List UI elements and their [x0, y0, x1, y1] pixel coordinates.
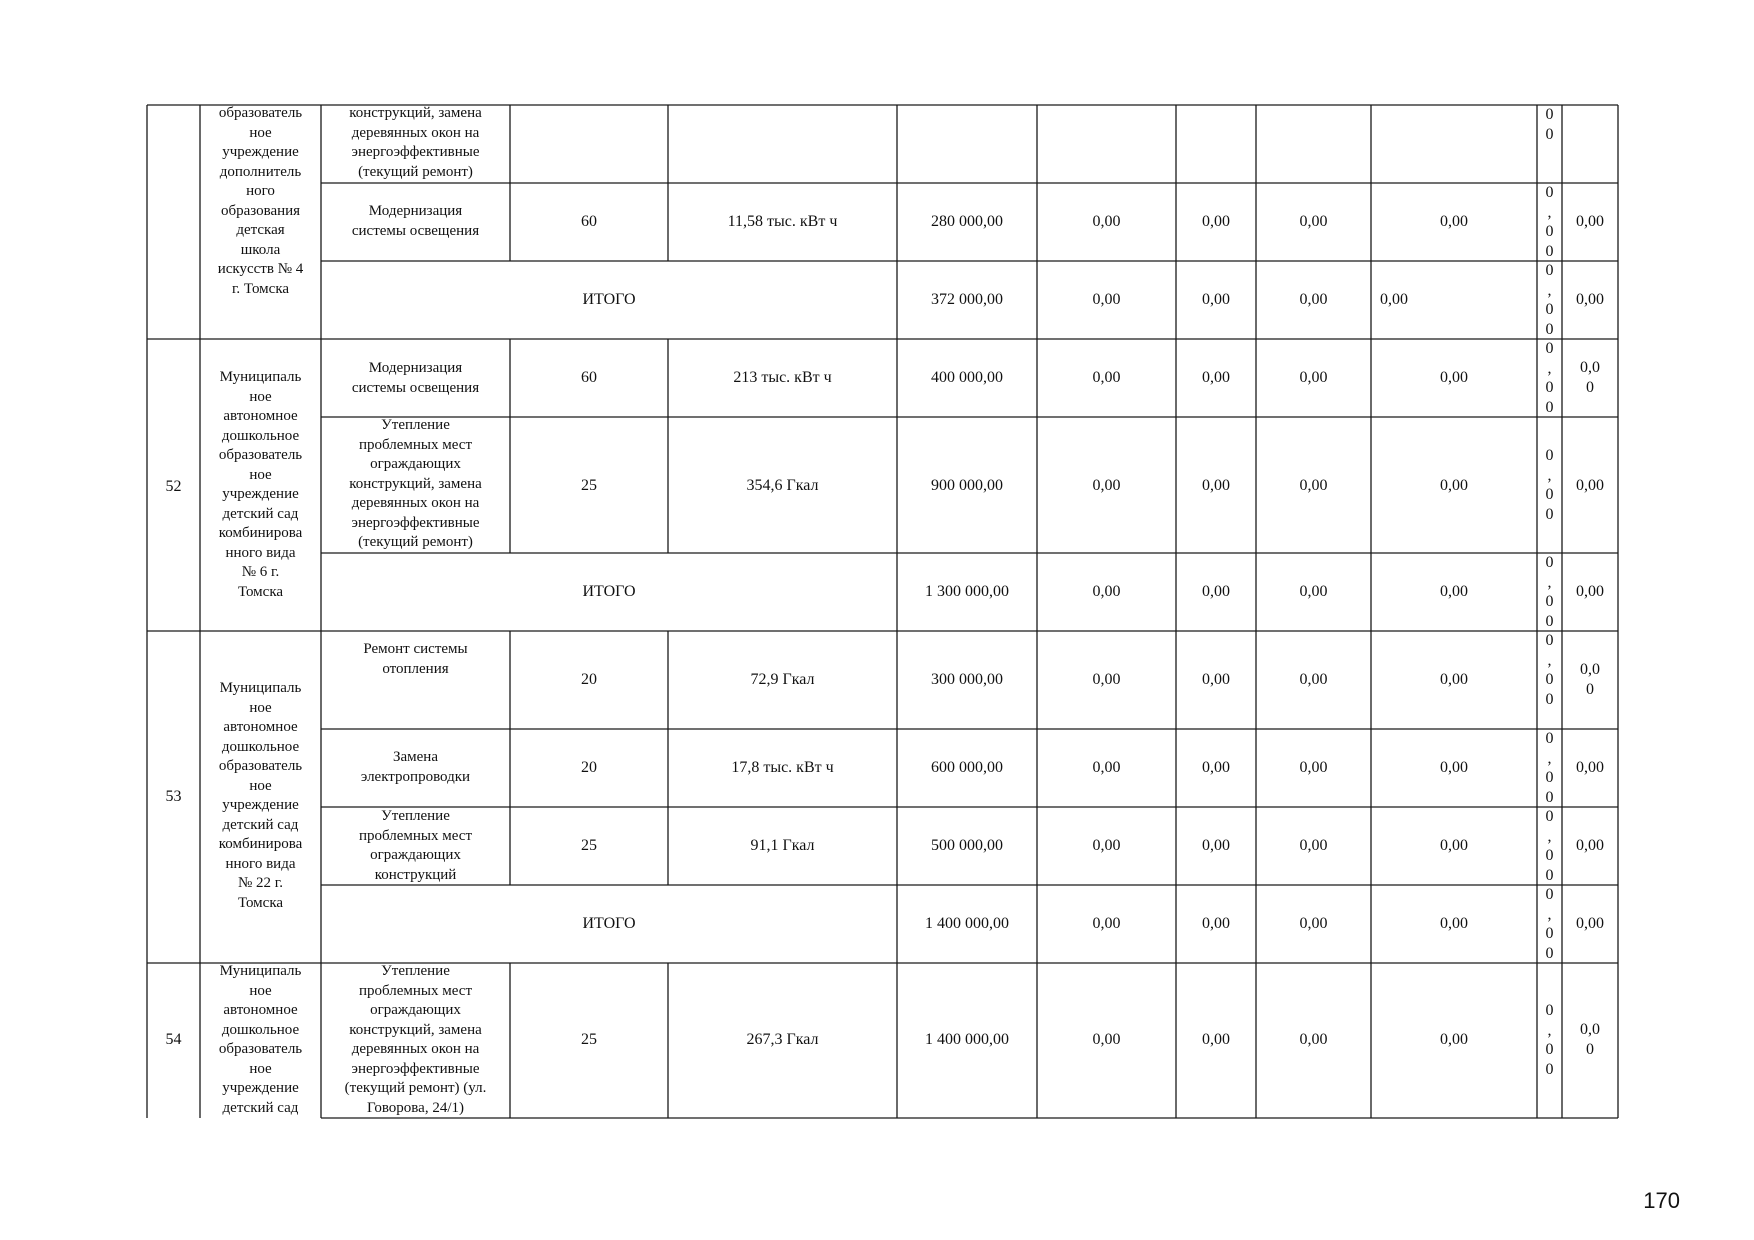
value-1: 0,00 [1092, 291, 1121, 308]
col-b-value: 0,00 [1576, 213, 1604, 230]
measure-description: Ремонт системы отопления [363, 641, 468, 677]
value-2: 0,00 [1202, 837, 1230, 854]
value-3: 0,00 [1299, 291, 1328, 308]
value-4: 0,00 [1440, 583, 1468, 600]
cost-value: 280 000,00 [931, 213, 1003, 230]
service-life: 25 [581, 837, 597, 854]
value-2: 0,00 [1202, 477, 1230, 494]
col-b-value: 0,0 0 [1580, 661, 1600, 698]
value-2: 0,00 [1202, 291, 1230, 308]
energy-effect: 213 тыс. кВт ч [733, 369, 832, 386]
value-2: 0,00 [1202, 915, 1230, 932]
page-number: 170 [1643, 1188, 1680, 1213]
value-1: 0,00 [1092, 1031, 1121, 1048]
service-life: 25 [581, 477, 597, 494]
value-1: 0,00 [1092, 369, 1121, 386]
cost-value: 1 300 000,00 [925, 583, 1009, 600]
energy-effect: 11,58 тыс. кВт ч [727, 213, 838, 230]
value-3: 0,00 [1299, 369, 1328, 386]
service-life: 60 [581, 213, 597, 230]
value-2: 0,00 [1202, 369, 1230, 386]
value-2: 0,00 [1202, 213, 1230, 230]
value-3: 0,00 [1299, 1031, 1328, 1048]
measure-description-continued: конструкций, замена деревянных окон на энергоэффективные (текущий ремонт) [349, 105, 482, 180]
value-3: 0,00 [1299, 213, 1328, 230]
col-b-value: 0,00 [1576, 837, 1604, 854]
value-4: 0,00 [1440, 837, 1468, 854]
col-a-value: 0 , 0 0 [1545, 886, 1554, 962]
col-b-value: 0,0 0 [1580, 359, 1600, 396]
value-3: 0,00 [1299, 583, 1328, 600]
value-2: 0,00 [1202, 671, 1230, 688]
energy-effect: 17,8 тыс. кВт ч [731, 759, 834, 776]
measure-description: Модернизация системы освещения [351, 360, 480, 396]
value-4: 0,00 [1440, 369, 1468, 386]
col-a-value: 0 , 0 0 [1545, 262, 1554, 338]
service-life: 25 [581, 1031, 597, 1048]
value-3: 0,00 [1299, 671, 1328, 688]
col-b-value: 0,0 0 [1580, 1021, 1600, 1058]
value-3: 0,00 [1299, 837, 1328, 854]
item-number: 52 [165, 478, 182, 495]
cost-value: 372 000,00 [931, 291, 1003, 308]
col-a-value: 0 , 0 0 [1545, 808, 1554, 884]
energy-effect: 91,1 Гкал [750, 837, 815, 854]
cost-value: 300 000,00 [931, 671, 1003, 688]
value-2: 0,00 [1202, 759, 1230, 776]
item-number: 54 [165, 1031, 182, 1048]
value-3: 0,00 [1299, 477, 1328, 494]
energy-effect: 72,9 Гкал [750, 671, 815, 688]
measure-description: Утепление проблемных мест ограждающих конструкций, замена деревянных окон на энергоэффективные (текущий ремонт) (ул. Говорова, 24/1) [344, 963, 487, 1116]
institution-name: Муниципаль ное автономное дошкольное образователь ное учреждение детский сад [218, 963, 303, 1116]
col-a-value: 0 , 0 0 [1545, 447, 1554, 523]
institution-name: Муниципаль ное автономное дошкольное образователь ное учреждение детский сад комбинирова нного вида № 6 г. Томска [218, 369, 303, 600]
value-4: 0,00 [1440, 759, 1468, 776]
measure-description: Утепление проблемных мест ограждающих конструкций, замена деревянных окон на энергоэффективные (текущий ремонт) [349, 417, 482, 550]
value-1: 0,00 [1092, 837, 1121, 854]
col-a-value: 0 , 0 0 [1545, 632, 1554, 708]
institution-name: Муниципаль ное автономное дошкольное образователь ное учреждение детский сад комбинирова нного вида № 22 г. Томска [218, 680, 303, 911]
col-b-value: 0,00 [1576, 291, 1604, 308]
value-1: 0,00 [1092, 759, 1121, 776]
total-label: ИТОГО [582, 583, 636, 600]
col-b-value: 0,00 [1576, 477, 1604, 494]
service-life: 20 [581, 759, 597, 776]
value-4: 0,00 [1440, 1031, 1468, 1048]
value-3: 0,00 [1299, 915, 1328, 932]
col-b-value: 0,00 [1576, 583, 1604, 600]
institution-name-continued: образователь ное учреждение дополнитель ного образования детская школа искусств № 4 г. Томска [217, 105, 304, 297]
col-a-value: 0 , 0 0 [1545, 730, 1554, 806]
value-4: 0,00 [1440, 477, 1468, 494]
col-a-value: 0 , 0 0 [1545, 554, 1554, 630]
cost-value: 1 400 000,00 [925, 1031, 1009, 1048]
cost-value: 900 000,00 [931, 477, 1003, 494]
service-life: 20 [581, 671, 597, 688]
col-a-value: 0 , 0 0 [1545, 1002, 1554, 1078]
item-number: 53 [165, 788, 182, 805]
energy-effect: 354,6 Гкал [746, 477, 819, 494]
value-1: 0,00 [1092, 583, 1121, 600]
col-a-value: 0 , 0 0 [1545, 340, 1554, 416]
value-4: 0,00 [1440, 915, 1468, 932]
total-label: ИТОГО [582, 291, 636, 308]
energy-effect: 267,3 Гкал [746, 1031, 819, 1048]
col-b-value: 0,00 [1576, 915, 1604, 932]
value-2: 0,00 [1202, 583, 1230, 600]
measure-description: Модернизация системы освещения [351, 203, 480, 239]
col-a-value: 0 0 [1545, 106, 1554, 143]
value-2: 0,00 [1202, 1031, 1230, 1048]
cost-value: 400 000,00 [931, 369, 1003, 386]
value-1: 0,00 [1092, 915, 1121, 932]
value-1: 0,00 [1092, 671, 1121, 688]
cost-value: 600 000,00 [931, 759, 1003, 776]
measure-description: Замена электропроводки [360, 749, 471, 785]
col-a-value: 0 , 0 0 [1545, 184, 1554, 260]
total-label: ИТОГО [582, 915, 636, 932]
value-1: 0,00 [1092, 477, 1121, 494]
value-4: 0,00 [1440, 671, 1468, 688]
cost-value: 500 000,00 [931, 837, 1003, 854]
value-4: 0,00 [1380, 291, 1408, 308]
value-4: 0,00 [1440, 213, 1468, 230]
service-life: 60 [581, 369, 597, 386]
value-1: 0,00 [1092, 213, 1121, 230]
measure-description: Утепление проблемных мест ограждающих конструкций [358, 808, 472, 883]
col-b-value: 0,00 [1576, 759, 1604, 776]
cost-value: 1 400 000,00 [925, 915, 1009, 932]
value-3: 0,00 [1299, 759, 1328, 776]
